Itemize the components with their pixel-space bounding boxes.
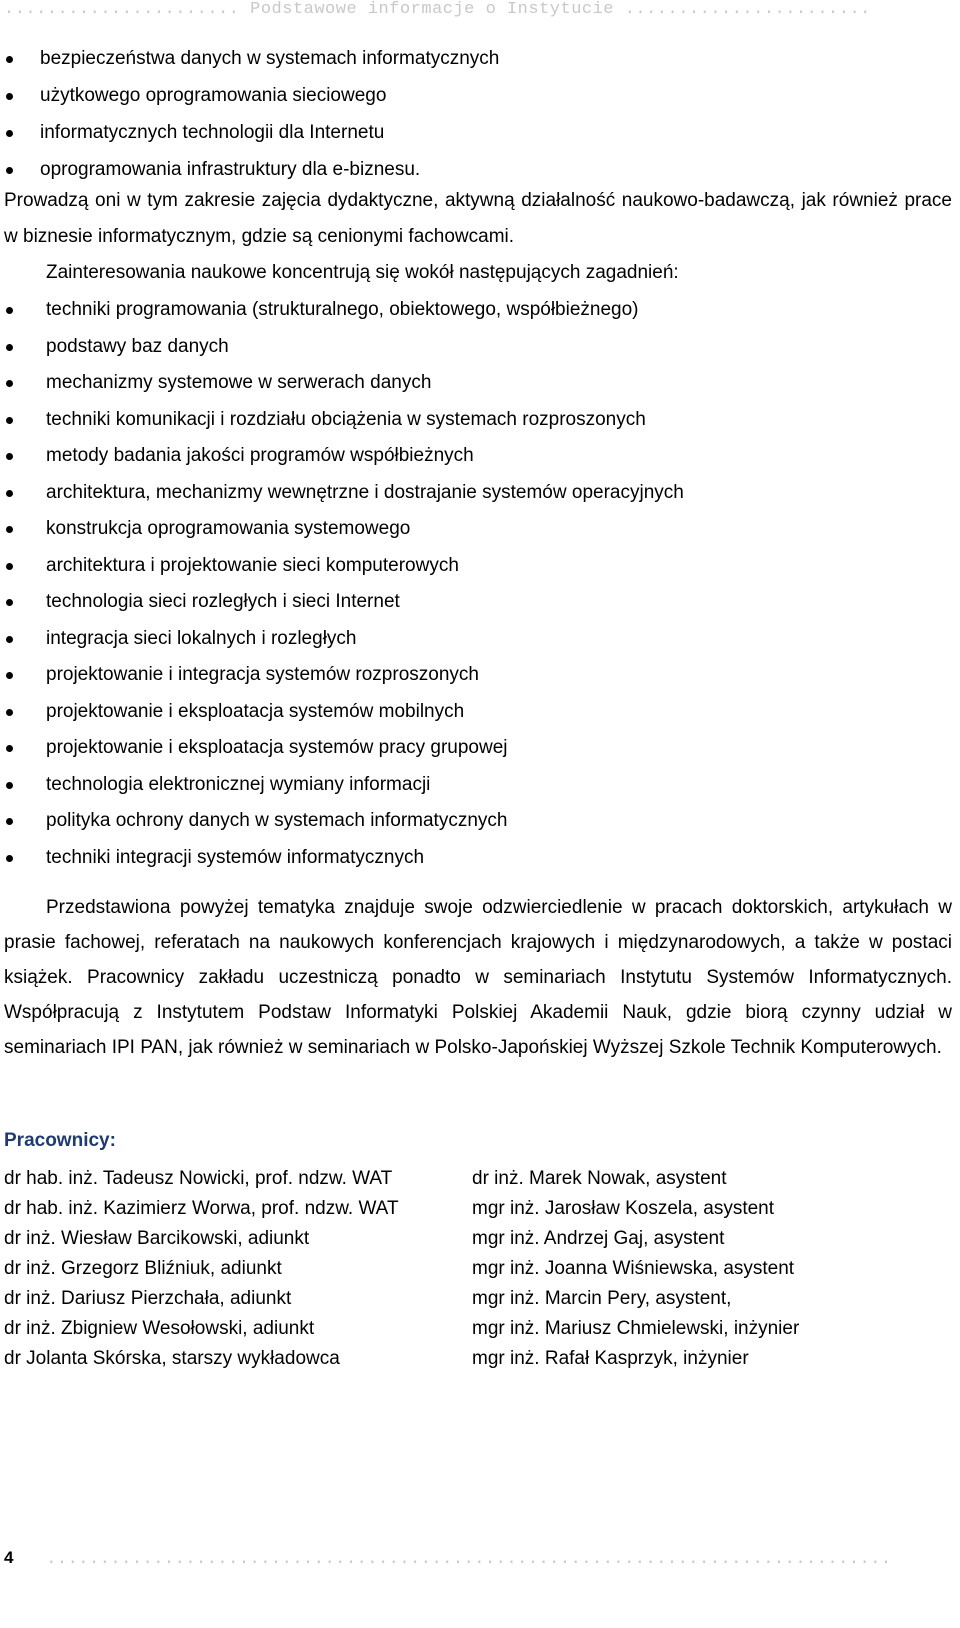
list-item-text: projektowanie i integracja systemów rozproszonych: [46, 664, 479, 685]
page-footer: [4, 1548, 954, 1570]
list-item: [0, 840, 950, 877]
bullet-icon: [6, 745, 13, 752]
staff-heading: Pracownicy:: [4, 1130, 116, 1151]
staff-member: mgr inż. Andrzej Gaj, asystent: [472, 1228, 725, 1249]
staff-member: dr inż. Dariusz Pierzchała, adiunkt: [4, 1288, 292, 1309]
list-item: [0, 803, 950, 840]
staff-member: dr inż. Zbigniew Wesołowski, adiunkt: [4, 1318, 315, 1339]
staff-member: dr hab. inż. Kazimierz Worwa, prof. ndzw. WAT: [4, 1198, 399, 1219]
list-item: [0, 584, 950, 621]
header-title: Podstawowe informacje o Instytucie: [250, 0, 614, 19]
list-item: [0, 657, 950, 694]
staff-member: mgr inż. Jarosław Koszela, asystent: [472, 1198, 775, 1219]
staff-list-right: [472, 1164, 799, 1374]
list-item-text: bezpieczeństwa danych w systemach informatycznych: [40, 48, 500, 69]
bullet-icon: [6, 782, 13, 789]
bullet-icon: [6, 526, 13, 533]
list-item-text: techniki komunikacji i rozdziału obciążenia w systemach rozproszonych: [46, 408, 646, 430]
bullet-icon: [6, 56, 13, 63]
list-item-text: podstawy baz danych: [46, 335, 229, 357]
list-item: [0, 767, 950, 804]
staff-member: mgr inż. Mariusz Chmielewski, inżynier: [472, 1318, 800, 1339]
list-item-text: projektowanie i eksploatacja systemów pracy grupowej: [46, 737, 508, 758]
publications-text: Przedstawiona powyżej tematyka znajduje swoje odzwierciedlenie w pracach doktorskich, artykułach w prasie fachowej, referatach na naukowych konferencjach krajowych i międzynarodowych, a także w postaci książek. Pracownicy zakładu uczestniczą ponadto w seminariach Instytutu Systemów Informatycznych. Współpracują z Instytutem Podstaw Informatyki Polskiej Akademii Nauk, gdzie biorą czynny udział w seminariach IPI PAN, jak również w seminariach w Polsko-Japońskiej Wyższej Szkole Technik Komputerowych.: [4, 897, 952, 1058]
list-item-text: polityka ochrony danych w systemach informatycznych: [46, 810, 508, 831]
list-item: [0, 365, 950, 402]
specialization-list: [0, 40, 950, 188]
list-item-text: użytkowego oprogramowania sieciowego: [40, 85, 387, 106]
interests-list: [0, 292, 950, 876]
staff-member: dr inż. Wiesław Barcikowski, adiunkt: [4, 1228, 310, 1249]
header-dots-right: .......................: [624, 0, 871, 19]
bullet-icon: [6, 417, 13, 424]
list-item: [0, 694, 950, 731]
list-item: [0, 730, 950, 767]
running-header: [4, 0, 956, 22]
list-item-text: projektowanie i eksploatacja systemów mobilnych: [46, 700, 465, 722]
staff-list-left: [4, 1164, 399, 1374]
bullet-icon: [6, 130, 13, 137]
list-item-text: metody badania jakości programów współbieżnych: [46, 445, 474, 466]
bullet-icon: [6, 818, 13, 825]
bullet-icon: [6, 93, 13, 100]
staff-member: dr inż. Grzegorz Bliźniuk, adiunkt: [4, 1258, 282, 1279]
bullet-icon: [6, 672, 13, 679]
list-item-text: konstrukcja oprogramowania systemowego: [46, 518, 411, 539]
staff-member: dr hab. inż. Tadeusz Nowicki, prof. ndzw. WAT: [4, 1168, 393, 1189]
list-item: [0, 40, 950, 77]
interests-intro: Zainteresowania naukowe koncentrują się wokół następujących zagadnień:: [46, 262, 679, 283]
page-number: 4: [4, 1548, 14, 1567]
list-item-text: techniki integracji systemów informatycznych: [46, 846, 425, 868]
list-item: [0, 621, 950, 658]
list-item-text: architektura, mechanizmy wewnętrzne i dostrajanie systemów operacyjnych: [46, 481, 684, 503]
list-item: [0, 329, 950, 366]
bullet-icon: [6, 709, 13, 716]
footer-dots: ...............................................................................: [46, 1550, 892, 1569]
list-item: [0, 548, 950, 585]
list-item-text: informatycznych technologii dla Internetu: [40, 122, 385, 143]
list-item-text: architektura i projektowanie sieci komputerowych: [46, 554, 459, 576]
header-dots-left: ......................: [4, 0, 240, 19]
list-item-text: oprogramowania infrastruktury dla e-biznesu.: [40, 159, 421, 180]
bullet-icon: [6, 344, 13, 351]
bullet-icon: [6, 636, 13, 643]
bullet-icon: [6, 855, 13, 862]
staff-member: mgr inż. Rafał Kasprzyk, inżynier: [472, 1348, 749, 1369]
list-item: [0, 77, 950, 114]
list-item: [0, 292, 950, 329]
list-item-text: technologia sieci rozległych i sieci Internet: [46, 591, 400, 612]
staff-member: mgr inż. Marcin Pery, asystent,: [472, 1288, 732, 1309]
staff-member: dr inż. Marek Nowak, asystent: [472, 1168, 727, 1189]
list-item: [0, 438, 950, 475]
bullet-icon: [6, 167, 13, 174]
list-item: [0, 511, 950, 548]
bullet-icon: [6, 563, 13, 570]
list-item-text: techniki programowania (strukturalnego, obiektowego, współbieżnego): [46, 299, 639, 320]
list-item: [0, 402, 950, 439]
bullet-icon: [6, 307, 13, 314]
publications-paragraph: [4, 890, 952, 1065]
bullet-icon: [6, 599, 13, 606]
staff-member: mgr inż. Joanna Wiśniewska, asystent: [472, 1258, 795, 1279]
staff-member: dr Jolanta Skórska, starszy wykładowca: [4, 1348, 340, 1369]
list-item-text: mechanizmy systemowe w serwerach danych: [46, 372, 432, 393]
activities-paragraph: Prowadzą oni w tym zakresie zajęcia dydaktyczne, aktywną działalność naukowo-badawczą, jak również prace w biznesie informatycznym, gdzie są cenionymi fachowcami.: [4, 190, 952, 247]
list-item-text: integracja sieci lokalnych i rozległych: [46, 627, 357, 649]
bullet-icon: [6, 490, 13, 497]
list-item: [0, 475, 950, 512]
list-item: [0, 114, 950, 151]
bullet-icon: [6, 380, 13, 387]
bullet-icon: [6, 453, 13, 460]
list-item-text: technologia elektronicznej wymiany informacji: [46, 773, 431, 795]
